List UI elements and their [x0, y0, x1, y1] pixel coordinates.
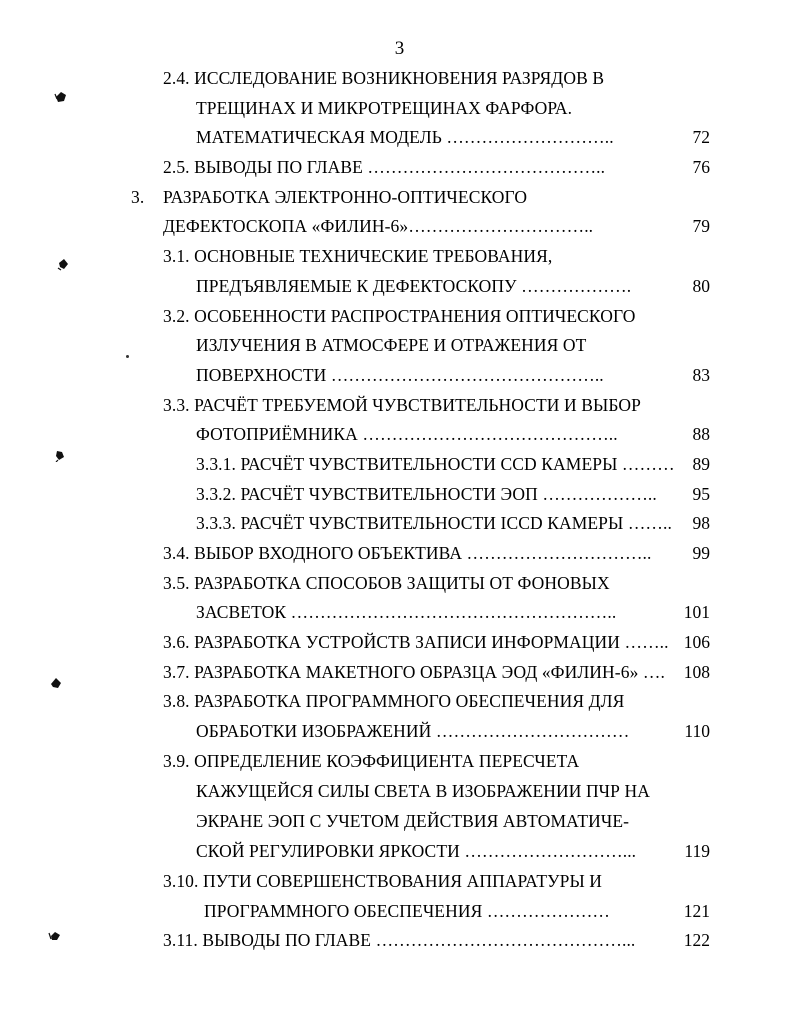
toc-line: ПРОГРАММНОГО ОБЕСПЕЧЕНИЯ ………………… — [204, 901, 611, 921]
punch-mark-icon — [56, 257, 70, 271]
toc-page-number: 108 — [683, 662, 710, 682]
toc-line: 3.8. РАЗРАБОТКА ПРОГРАММНОГО ОБЕСПЕЧЕНИЯ ДЛЯ — [163, 691, 625, 711]
toc-line: 3.3.3. РАСЧЁТ ЧУВСТВИТЕЛЬНОСТИ ICCD КАМЕРЫ …….. — [196, 513, 672, 533]
toc-page-number: 110 — [684, 721, 710, 741]
toc-line: 3.3.2. РАСЧЁТ ЧУВСТВИТЕЛЬНОСТИ ЭОП ……………….. — [196, 484, 657, 504]
chapter-number: 3. — [131, 187, 145, 207]
toc-page-number: 76 — [692, 157, 710, 177]
toc-page-number: 83 — [692, 365, 710, 385]
toc-page-number: 98 — [692, 513, 710, 533]
toc-line: ПОВЕРХНОСТИ ……………………………………….. — [196, 365, 604, 385]
toc-page-number: 89 — [692, 454, 710, 474]
toc-page-number: 121 — [683, 901, 710, 921]
toc-page-number: 88 — [692, 424, 710, 444]
toc-page-number: 72 — [692, 127, 710, 147]
toc-line: МАТЕМАТИЧЕСКАЯ МОДЕЛЬ ……………………….. — [196, 127, 614, 147]
toc-line: ЭКРАНЕ ЭОП С УЧЕТОМ ДЕЙСТВИЯ АВТОМАТИЧЕ- — [196, 811, 630, 831]
toc-line: ДЕФЕКТОСКОПА «ФИЛИН-6»………………………….. — [163, 216, 594, 236]
toc-page-number: 99 — [692, 543, 710, 563]
toc-line: 3.3.1. РАСЧЁТ ЧУВСТВИТЕЛЬНОСТИ CCD КАМЕРЫ ……… — [196, 454, 675, 474]
toc-page-number: 80 — [692, 276, 710, 296]
toc-page-number: 122 — [683, 930, 710, 950]
punch-mark-icon — [53, 448, 67, 462]
toc-line: ПРЕДЪЯВЛЯЕМЫЕ К ДЕФЕКТОСКОПУ ………………. — [196, 276, 632, 296]
toc-line: СКОЙ РЕГУЛИРОВКИ ЯРКОСТИ ………………………... — [196, 841, 637, 861]
punch-mark-icon — [54, 90, 68, 104]
toc-line: 3.4. ВЫБОР ВХОДНОГО ОБЪЕКТИВА ………………………….. — [163, 543, 652, 563]
toc-line: 3.5. РАЗРАБОТКА СПОСОБОВ ЗАЩИТЫ ОТ ФОНОВЫХ — [163, 573, 610, 593]
toc-line: ЗАСВЕТОК ……………………………………………….. — [196, 602, 617, 622]
toc-line: 3.7. РАЗРАБОТКА МАКЕТНОГО ОБРАЗЦА ЭОД «ФИЛИН-6» …. — [163, 662, 665, 682]
toc-line: ИЗЛУЧЕНИЯ В АТМОСФЕРЕ И ОТРАЖЕНИЯ ОТ — [196, 335, 587, 355]
punch-mark-icon — [48, 929, 62, 943]
toc-line: 3.1. ОСНОВНЫЕ ТЕХНИЧЕСКИЕ ТРЕБОВАНИЯ, — [163, 246, 553, 266]
toc-line: ТРЕЩИНАХ И МИКРОТРЕЩИНАХ ФАРФОРА. — [196, 98, 573, 118]
toc-line: 2.5. ВЫВОДЫ ПО ГЛАВЕ ………………………………….. — [163, 157, 606, 177]
toc-line: 3.10. ПУТИ СОВЕРШЕНСТВОВАНИЯ АППАРАТУРЫ И — [163, 871, 603, 891]
toc-page-number: 101 — [683, 602, 710, 622]
toc-line: 2.4. ИССЛЕДОВАНИЕ ВОЗНИКНОВЕНИЯ РАЗРЯДОВ В — [163, 68, 605, 88]
toc-line: 3.9. ОПРЕДЕЛЕНИЕ КОЭФФИЦИЕНТА ПЕРЕСЧЕТА — [163, 751, 580, 771]
scan-speck — [126, 355, 129, 358]
toc-page-number: 106 — [683, 632, 710, 652]
toc-line: 3.11. ВЫВОДЫ ПО ГЛАВЕ ……………………………………... — [163, 930, 636, 950]
toc-line: ОБРАБОТКИ ИЗОБРАЖЕНИЙ …………………………… — [196, 721, 630, 741]
toc-page-number: 119 — [684, 841, 710, 861]
page-number: 3 — [394, 38, 405, 59]
toc-page-number: 79 — [692, 216, 710, 236]
toc-line: 3.6. РАЗРАБОТКА УСТРОЙСТВ ЗАПИСИ ИНФОРМАЦИИ …….. — [163, 632, 669, 652]
toc-line: РАЗРАБОТКА ЭЛЕКТРОННО-ОПТИЧЕСКОГО — [163, 187, 528, 207]
toc-line: ФОТОПРИЁМНИКА …………………………………….. — [196, 424, 618, 444]
toc-line: КАЖУЩЕЙСЯ СИЛЫ СВЕТА В ИЗОБРАЖЕНИИ ПЧР НА — [196, 781, 650, 801]
toc-line: 3.2. ОСОБЕННОСТИ РАСПРОСТРАНЕНИЯ ОПТИЧЕСКОГО — [163, 306, 636, 326]
toc-page-number: 95 — [692, 484, 710, 504]
punch-mark-icon — [49, 676, 63, 690]
toc-line: 3.3. РАСЧЁТ ТРЕБУЕМОЙ ЧУВСТВИТЕЛЬНОСТИ И ВЫБОР — [163, 395, 641, 415]
